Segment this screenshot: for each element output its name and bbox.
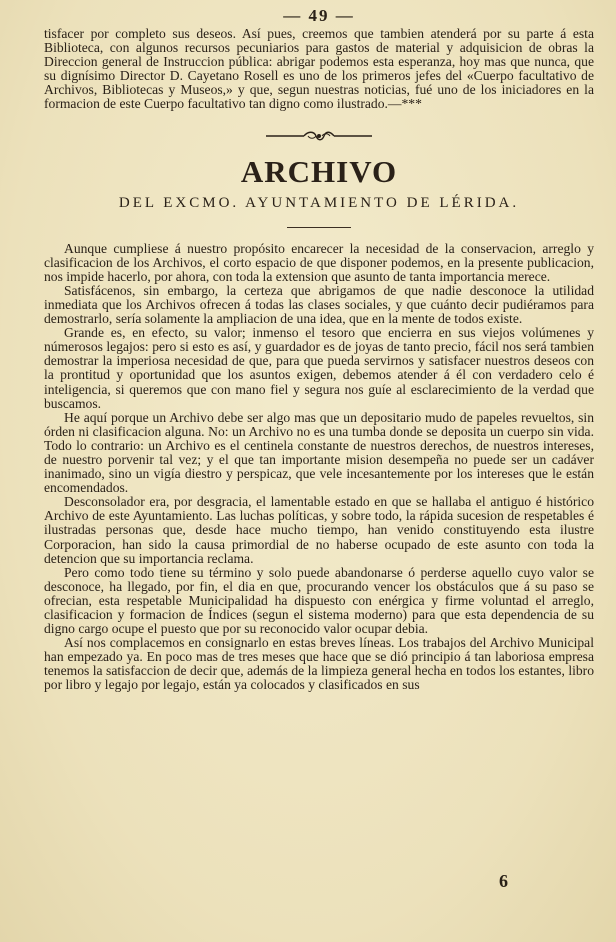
paragraph-5: Desconsolador era, por desgracia, el lamentable estado en que se hallaba el antiguo é histórico Archivo de este Ayuntamiento. Las luchas políticas, y sobre todo, la rápida sucesion de respetables é ilustradas personas que, desde hace mucho tiempo, han venido constituyendo esta ilustre Corporacion, han sido la causa primordial de no haberse ocupado de este asunto con toda la detencion que su importancia reclama.	[44, 494, 594, 566]
section-title: ARCHIVO	[240, 153, 398, 189]
title-rule	[287, 227, 351, 228]
paragraph-1: Aunque cumpliese á nuestro propósito encarecer la necesidad de la conservacion, arreglo y clasificacion de los Archivos, el corto espacio de que disponer podemos, en la presente publicacion, nos impide hacerlo, por ahora, con toda la extension que asunto de tanta importancia merece.	[44, 240, 594, 284]
sheet-signature-mark: 6	[499, 871, 508, 891]
ornament-icon	[264, 130, 374, 142]
paragraph-3: Grande es, en efecto, su valor; inmenso el tesoro que encierra en sus viejos volúmenes y númerosos legajos: pero si esto es así, y guardador es de joyas de tanto precio, fácil nos será tambien demostrar la imperiosa necesidad de que, para que pueda servirnos y satisfacer nuestros deseos con la prontitud y oportunidad que los asuntos exigen, debemos atender á él con verdadero celo é inteligencia, si queremos que con mano fiel y segura nos guíe al esclarecimiento de la verdad que buscamos.	[44, 325, 594, 411]
page-number: — 49 —	[283, 6, 355, 25]
paragraph-6: Pero como todo tiene su término y solo puede abandonarse ó perderse aquello cuyo valor se desconoce, ha llegado, por fin, el dia en que, procurando vencer los obstáculos que á su paso se ofrecian, esta respetable Municipalidad ha dispuesto con enérgica y firme voluntad el arreglo, clasificacion y formacion de Índices (segun el sistema moderno) para que esta dependencia de su digno cargo ocupe el puesto que por su reconocido valor ocupar debia.	[44, 564, 594, 637]
paragraph-4: He aquí porque un Archivo debe ser algo mas que un depositario mudo de papeles revueltos, sin órden ni clasificacion alguna. No: un Archivo no es una tumba donde se deposita un cuerpo sin vida. Todo lo contrario: un Archivo es el centinela constante de nuestros derechos, de nuestros intereses, de nuestro porvenir tal vez; y el que tan importante mision desempeña no puede ser un cadáver inanimado, sino un vigía diestro y perspicaz, que vele incesantemente por los intereses que le están encomendados.	[44, 409, 594, 496]
section-subtitle: DEL EXCMO. AYUNTAMIENTO DE LÉRIDA.	[118, 194, 520, 211]
paragraph-7: Así nos complacemos en consignarlo en estas breves líneas. Los trabajos del Archivo Municipal han empezado ya. En poco mas de tres meses que hace que se dió principio á tan laboriosa empresa tenemos la satisfaccion de decir que, además de la limpieza general hecha en todos los estantes, libro por libro y legajo por legajo, están ya colocados y clasificados en sus	[44, 635, 594, 693]
intro-paragraph: tisfacer por completo sus deseos. Así pues, creemos que tambien atenderá por su parte á esta Biblioteca, con algunos recursos pecuniarios para gastos de material y adquisicion de obras la Direccion general de Instruccion pública: abrigar podemos esta esperanza, hoy mas que nunca, que su dignísimo Director D. Cayetano Rosell es uno de los primeros jefes del «Cuerpo facultativo de Archivos, Bibliotecas y Museos,» y que, segun nuestras noticias, fué uno de los iniciadores en la formacion de este Cuerpo facultativo tan digno como ilustrado.—***	[44, 26, 594, 112]
paragraph-2: Satisfácenos, sin embargo, la certeza que abrigamos de que nadie desconoce la utilidad inmediata que los Archivos ofrecen á todas las clases sociales, y que cuánto decir pudiéramos para demostrarlo, sería solamente la ampliacion de una idea, que en la mente de todos existe.	[44, 282, 594, 327]
ornament-divider	[264, 130, 374, 142]
